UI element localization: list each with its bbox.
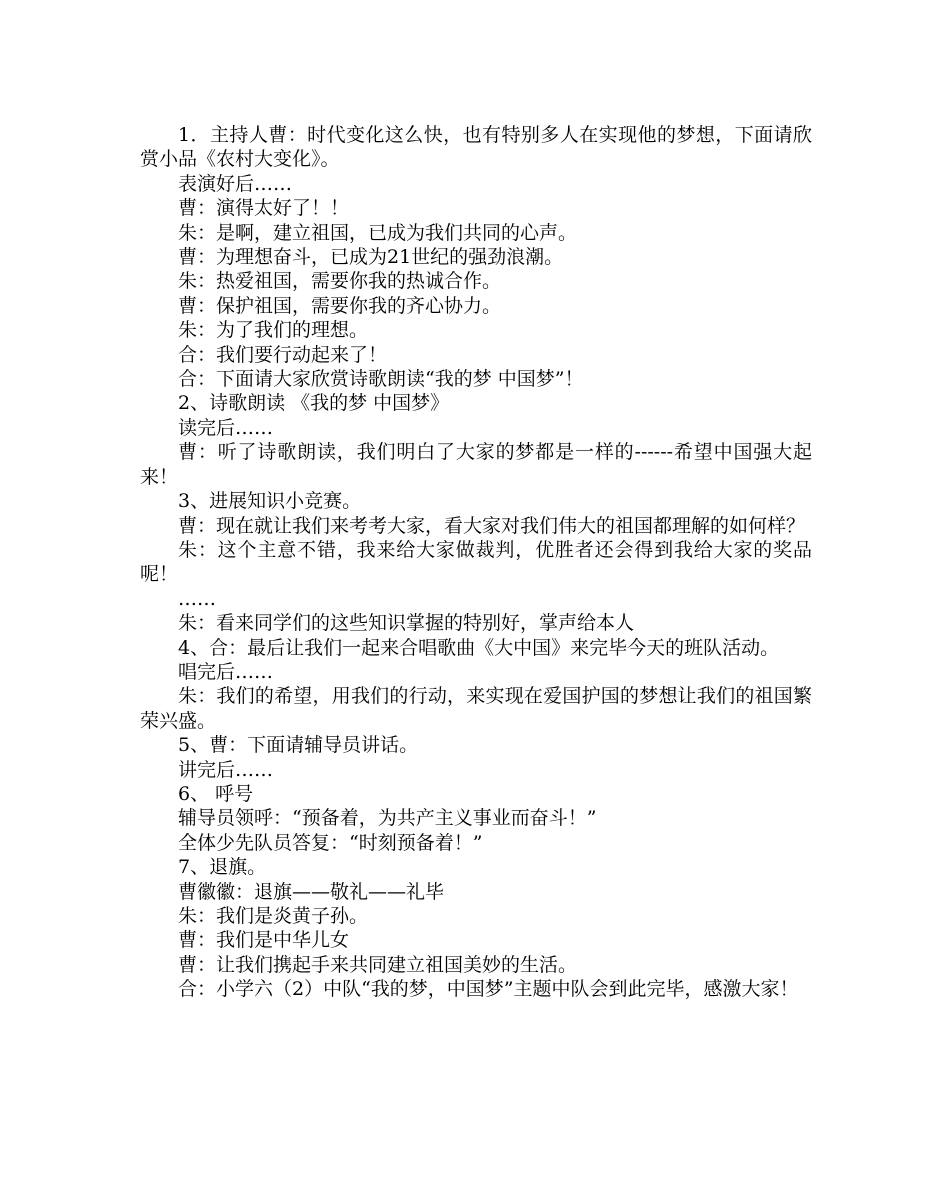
paragraph: 4、合：最后让我们一起来合唱歌曲《大中国》来完毕今天的班队活动。 [178,636,780,659]
paragraph: 辅导员领呼：“预备着，为共产主义事业而奋斗！” [178,807,597,830]
paragraph: 朱：为了我们的理想。 [178,319,369,342]
paragraph: 唱完后…… [178,660,274,683]
paragraph: 表演好后…… [178,172,293,195]
paragraph: 朱：看来同学们的这些知识掌握的特别好，掌声给本人 [178,612,635,635]
paragraph: 朱：这个主意不错，我来给大家做裁判，优胜者还会得到我给大家的奖品呢！ [140,538,812,586]
paragraph: 曹：演得太好了！！ [178,197,350,220]
paragraph: 曹：为理想奋斗，已成为21世纪的强劲浪潮。 [178,246,564,269]
paragraph: 7、退旗。 [178,856,267,879]
paragraph: 5、曹：下面请辅导员讲话。 [178,734,419,757]
paragraph: 2、诗歌朗读 《我的梦 中国梦》 [178,392,450,415]
paragraph: 曹：听了诗歌朗读，我们明白了大家的梦都是一样的------希望中国强大起来！ [140,441,812,488]
paragraph: 合：我们要行动起来了！ [178,343,388,366]
paragraph: 曹：我们是中华儿女 [178,929,350,952]
paragraph: 1．主持人曹：时代变化这么快，也有特别多人在实现他的梦想，下面请欣赏小品《农村大变化》。 [140,124,812,171]
paragraph: 朱：我们是炎黄子孙。 [178,905,369,927]
paragraph: …… [178,587,216,610]
paragraph: 讲完后…… [178,758,274,781]
paragraph: 曹徽徽：退旗——敬礼——礼毕 [178,880,445,903]
paragraph: 朱：我们的希望，用我们的行动，来实现在爱国护国的梦想让我们的祖国繁荣兴盛。 [140,685,812,732]
paragraph: 曹：让我们携起手来共同建立祖国美妙的生活。 [178,953,578,976]
paragraph: 读完后…… [178,416,274,439]
paragraph: 全体少先队员答复：“时刻预备着！” [178,831,483,854]
paragraph: 曹：现在就让我们来考考大家，看大家对我们伟大的祖国都理解的如何样？ [178,514,806,537]
paragraph: 合：小学六（2）中队“我的梦，中国梦”主题中队会到此完毕，感激大家！ [178,978,799,1001]
paragraph: 曹：保护祖国，需要你我的齐心协力。 [178,294,502,317]
paragraph: 朱：是啊，建立祖国，已成为我们共同的心声。 [178,221,578,244]
paragraph: 3、进展知识小竞赛。 [178,490,362,513]
paragraph: 6、 呼号 [178,782,254,805]
paragraph: 合：下面请大家欣赏诗歌朗读“我的梦 中国梦”！ [178,368,584,391]
paragraph: 朱：热爱祖国，需要你我的热诚合作。 [178,270,502,293]
document-body [140,123,812,1002]
